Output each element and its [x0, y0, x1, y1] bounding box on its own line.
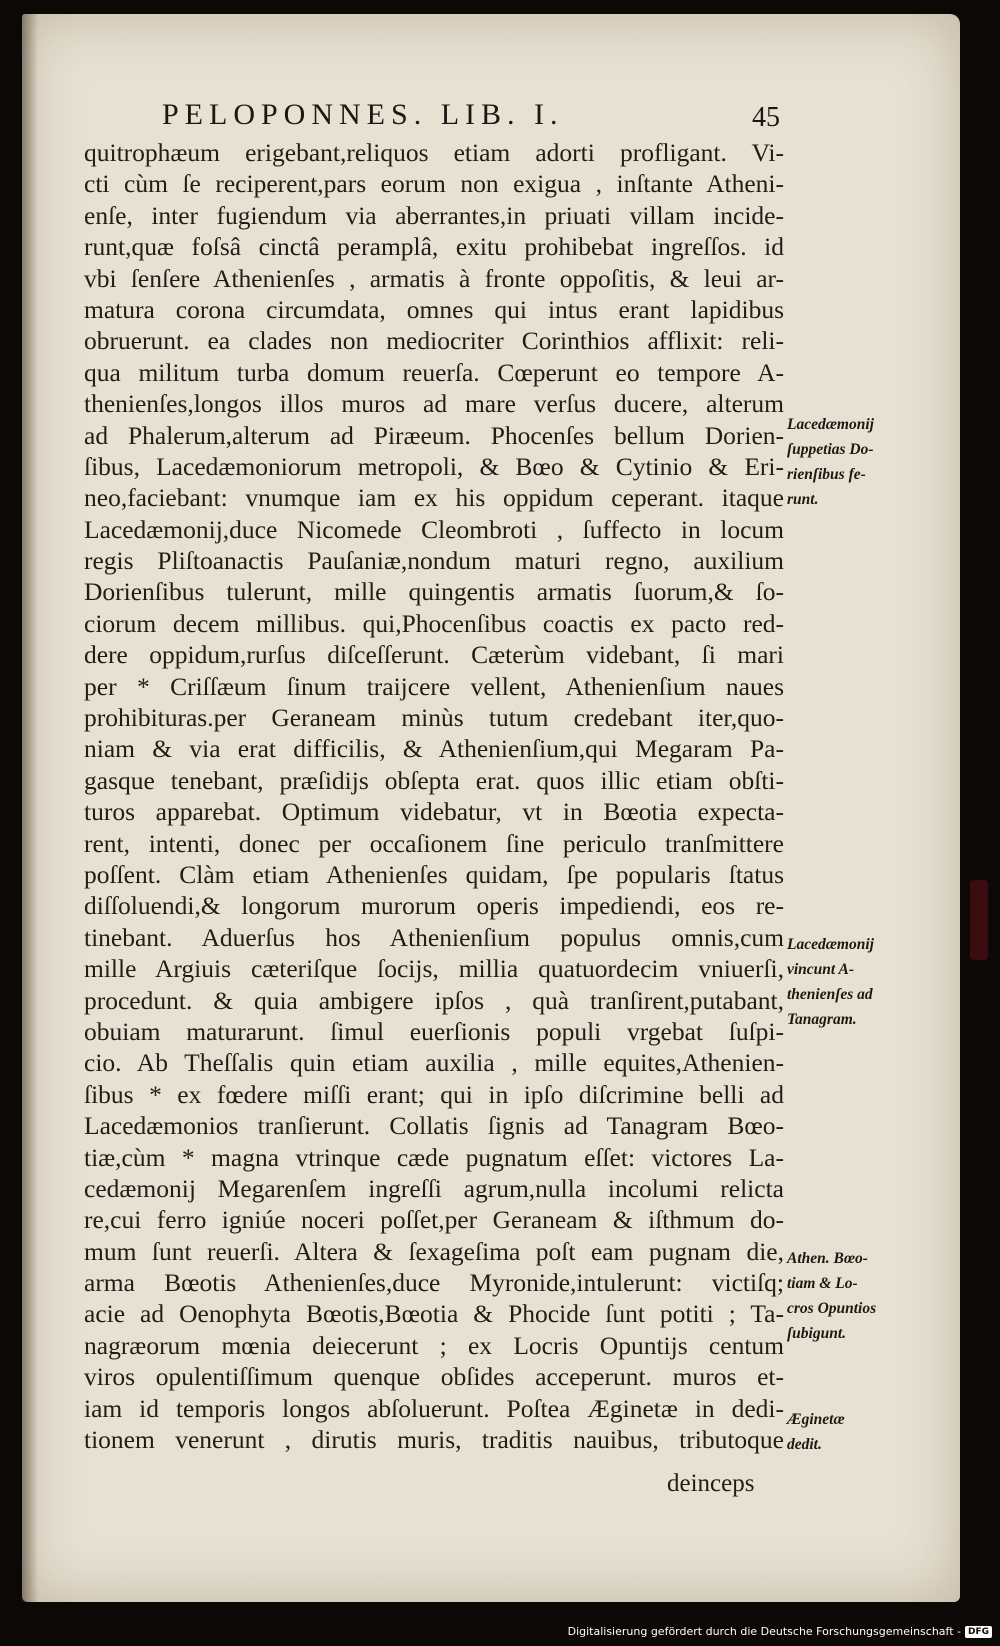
text-line: turos apparebat. Optimum videbatur, vt in Bœotia expecta-	[84, 797, 784, 827]
text-line: cti cùm ſe reciperent,pars eorum non exigua , inſtante Atheni-	[84, 169, 784, 199]
margin-note-line: runt.	[787, 491, 819, 508]
binding-ribbon	[970, 880, 988, 960]
margin-note-line: Tanagram.	[787, 1011, 857, 1028]
text-line: viros opulentiſſimum quenque obſides acceperunt. muros et-	[84, 1362, 784, 1392]
text-line: mille Argiuis cæteriſque ſocijs, millia quatuordecim vniuerſi,	[84, 954, 784, 984]
margin-note-line: rienſibus fe-	[787, 466, 866, 483]
catchword: deinceps	[667, 1470, 755, 1497]
text-line: procedunt. & quia ambigere ipſos , quà tranſirent,putabant,	[84, 985, 784, 1015]
margin-note-boeotia	[787, 1246, 947, 1346]
margin-note-line: ſuppetias Do-	[787, 441, 874, 458]
text-line: tionem venerunt , dirutis muris, traditis nauibus, tributoque	[84, 1425, 784, 1455]
body-text	[84, 137, 784, 1455]
text-line: qua militum turba domum reuerſa. Cœperunt eo tempore A-	[84, 357, 784, 387]
text-line: gasque tenebant, præſidijs obſepta erat. quos illic etiam obſti-	[84, 765, 784, 795]
text-line: re,cui ferro igniúe noceri poſſet,per Geraneam & iſthmum do-	[84, 1205, 784, 1235]
text-line: diſſoluendi,& longorum murorum operis impediendi, eos re-	[84, 891, 784, 921]
text-line: arma Bœotis Athenienſes,duce Myronide,intulerunt: victiſq;	[84, 1268, 784, 1298]
footer-credit: Digitalisierung gefördert durch die Deutsche Forschungsgemeinschaft -	[567, 1625, 961, 1638]
text-line: runt,quæ foſsâ cinctâ peramplâ, exitu prohibebat ingreſſos. id	[84, 232, 784, 262]
margin-note-line: Athen. Bœo-	[787, 1250, 868, 1267]
text-line: tiæ,cùm * magna vtrinque cæde pugnatum eſſet: victores La-	[84, 1142, 784, 1172]
text-line: prohibituras.per Geraneam minùs tutum credebant iter,quo-	[84, 703, 784, 733]
text-line: dere oppidum,rurſus diſceſſerunt. Cæterùm videbant, ſi mari	[84, 640, 784, 670]
text-line: ciorum decem millibus. qui,Phocenſibus coactis ex pacto red-	[84, 608, 784, 638]
margin-note-line: dedit.	[787, 1436, 822, 1453]
digitization-footer	[568, 1625, 992, 1638]
text-line: neo,faciebant: vnumque iam ex his oppidum ceperant. itaque	[84, 483, 784, 513]
text-line: matura corona circumdata, omnes qui intus erant lapidibus	[84, 294, 784, 324]
text-line: ſibus, Lacedæmoniorum metropoli, & Bœo & Cytinio & Eri-	[84, 451, 784, 481]
margin-note-line: ſubigunt.	[787, 1325, 847, 1342]
margin-note-lacedaemonii-help	[787, 412, 947, 512]
text-line: mum ſunt reuerſi. Altera & ſexageſima poſt eam pugnam die,	[84, 1236, 784, 1266]
page-number: 45	[752, 102, 780, 133]
text-line: nagræorum mœnia deiecerunt ; ex Locris Opuntijs centum	[84, 1330, 784, 1360]
text-line: cedæmonij Megarenſem ingreſſi agrum,nulla incolumi relicta	[84, 1173, 784, 1203]
text-line: ad Phalerum,alterum ad Piræeum. Phocenſes bellum Dorien-	[84, 420, 784, 450]
text-line: cio. Ab Theſſalis quin etiam auxilia , mille equites,Athenien-	[84, 1048, 784, 1078]
margin-note-line: cros Opuntios	[787, 1300, 877, 1317]
margin-note-tanagra	[787, 932, 947, 1032]
text-line: regis Pliſtoanactis Pauſaniæ,nondum maturi regno, auxilium	[84, 546, 784, 576]
text-line: Lacedæmonios tranſierunt. Collatis ſignis ad Tanagram Bœo-	[84, 1111, 784, 1141]
text-line: acie ad Oenophyta Bœotis,Bœotia & Phocide ſunt potiti ; Ta-	[84, 1299, 784, 1329]
text-line: vbi ſenſere Athenienſes , armatis à fronte oppoſitis, & leui ar-	[84, 263, 784, 293]
text-line: ſibus * ex fœdere miſſi erant; qui in ipſo diſcrimine belli ad	[84, 1079, 784, 1109]
text-line: rent, intenti, donec per occaſionem ſine periculo tranſmittere	[84, 828, 784, 858]
text-line: iam id temporis longos abſoluerunt. Poſtea Æginetæ in dedi-	[84, 1393, 784, 1423]
margin-note-line: vincunt A-	[787, 961, 855, 978]
book-page	[22, 14, 960, 1602]
dfg-logo: DFG	[965, 1626, 992, 1638]
text-line: tinebant. Aduerſus hos Athenienſium populus omnis,cum	[84, 922, 784, 952]
margin-note-line: tiam & Lo-	[787, 1275, 858, 1292]
running-head: PELOPONNES. LIB. I.	[162, 98, 564, 131]
text-line: poſſent. Clàm etiam Athenienſes quidam, ſpe popularis ſtatus	[84, 859, 784, 889]
text-line: niam & via erat difficilis, & Athenienſium,qui Megaram Pa-	[84, 734, 784, 764]
margin-note-line: Lacedæmonij	[787, 936, 874, 953]
text-line: quitrophæum erigebant,reliquos etiam adorti profligant. Vi-	[84, 138, 784, 167]
margin-note-line: Lacedæmonij	[787, 416, 874, 433]
margin-note-line: Æginetæ	[787, 1411, 845, 1428]
text-line: per * Criſſæum ſinum traijcere vellent, Athenienſium naues	[84, 671, 784, 701]
text-line: thenienſes,longos illos muros ad mare verſus ducere, alterum	[84, 389, 784, 419]
margin-note-aegina	[787, 1407, 947, 1457]
text-line: obruerunt. ea clades non mediocriter Corinthios afflixit: reli-	[84, 326, 784, 356]
margin-note-line: thenienſes ad	[787, 986, 873, 1003]
text-line: Lacedæmonij,duce Nicomede Cleombroti , ſuffecto in locum	[84, 514, 784, 544]
text-line: Dorienſibus tulerunt, mille quingentis armatis ſuorum,& ſo-	[84, 577, 784, 607]
text-line: enſe, inter fugiendum via aberrantes,in priuati villam incide-	[84, 200, 784, 230]
text-line: obuiam maturarunt. ſimul euerſionis populi vrgebat ſuſpi-	[84, 1016, 784, 1046]
